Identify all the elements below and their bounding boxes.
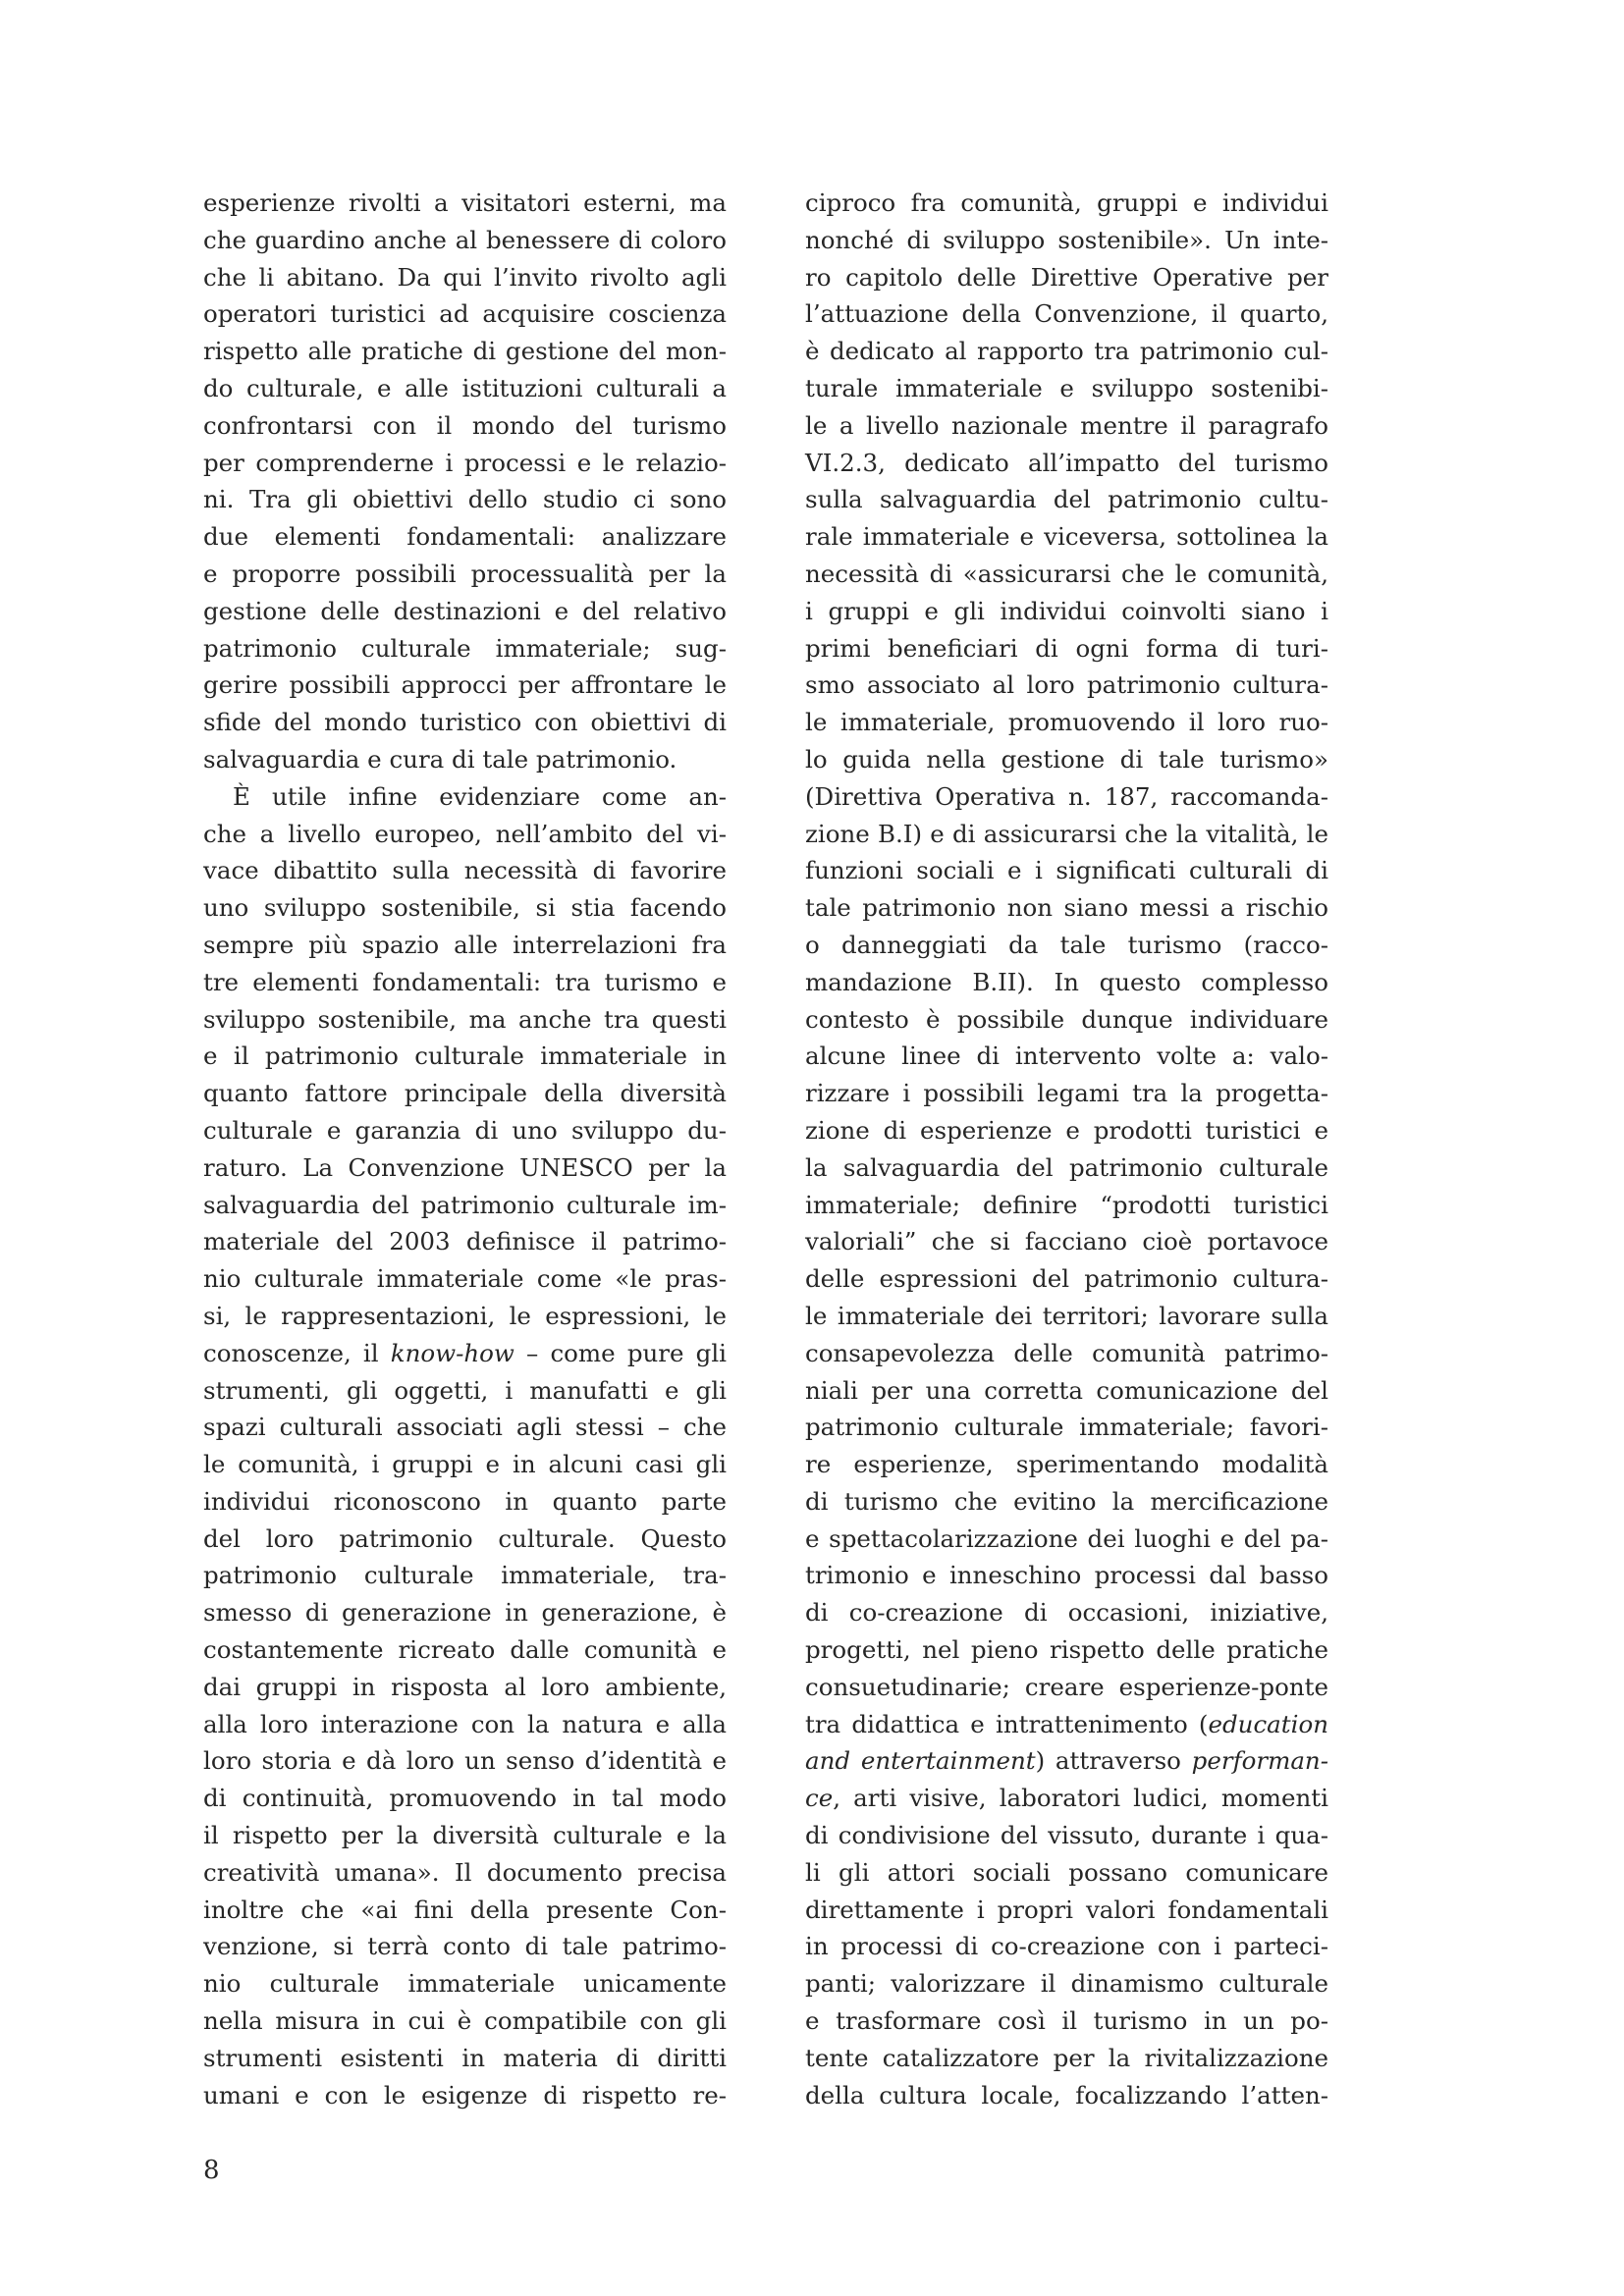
text-line: nonché di sviluppo sostenibile». Un inte- [805, 225, 1328, 254]
text-line: le immateriale dei territori; lavorare sulla [805, 1301, 1328, 1330]
text-line: ciproco fra comunità, gruppi e individui [805, 188, 1328, 217]
text-line: raturo. La Convenzione UNESCO per la [203, 1152, 727, 1182]
text-line: li gli attori sociali possano comunicare [805, 1857, 1328, 1887]
text-line: nio culturale immateriale come «le pras- [203, 1264, 727, 1294]
text-line: esperienze rivolti a visitatori esterni, ma [203, 188, 727, 217]
text-line: rispetto alle pratiche di gestione del mon- [203, 337, 727, 366]
text-line: che li abitano. Da qui l’invito rivolto agli [203, 262, 727, 292]
text-line: di turismo che evitino la mercificazione [805, 1486, 1328, 1516]
text-line: lo guida nella gestione di tale turismo» [805, 744, 1328, 774]
text-line: si, le rappresentazioni, le espressioni, le [203, 1301, 727, 1330]
text-line: salvaguardia del patrimonio culturale im- [203, 1190, 727, 1219]
text-line: per comprenderne i processi e le relazio- [203, 448, 727, 477]
text-line: funzioni sociali e i significati culturali di [805, 856, 1328, 885]
text-line: umani e con le esigenze di rispetto re- [203, 2080, 727, 2109]
text-line: mandazione B.II). In questo complesso [805, 967, 1328, 996]
text-line: gestione delle destinazioni e del relativo [203, 596, 727, 625]
text-line: venzione, si terrà conto di tale patrimo- [203, 1932, 727, 1961]
text-line: i gruppi e gli individui coinvolti siano i [805, 596, 1328, 625]
text-line: della cultura locale, focalizzando l’atten- [805, 2080, 1328, 2109]
text-line: le a livello nazionale mentre il paragrafo [805, 410, 1328, 440]
text-line: e spettacolarizzazione dei luoghi e del pa- [805, 1523, 1328, 1553]
text-line: tente catalizzatore per la rivitalizzazione [805, 2043, 1328, 2072]
text-line: due elementi fondamentali: analizzare [203, 522, 727, 552]
text-line: loro storia e dà loro un senso d’identità e [203, 1746, 727, 1776]
text-line: che guardino anche al benessere di coloro [203, 225, 727, 254]
text-line: trimonio e inneschino processi dal basso [805, 1561, 1328, 1590]
text-line: turale immateriale e sviluppo sostenibi- [805, 373, 1328, 402]
text-line: smesso di generazione in generazione, è [203, 1598, 727, 1628]
text-line: È utile infine evidenziare come an- [233, 781, 727, 811]
text-line: and entertainment) attraverso performan- [805, 1746, 1328, 1776]
text-line: direttamente i propri valori fondamentali [805, 1895, 1328, 1924]
text-line: ni. Tra gli obiettivi dello studio ci sono [203, 485, 727, 514]
text-line: zione B.I) e di assicurarsi che la vitalità, le [805, 819, 1328, 848]
text-line: rizzare i possibili legami tra la progetta- [805, 1079, 1328, 1108]
text-line: alcune linee di intervento volte a: valo- [805, 1041, 1328, 1071]
text-line: ce, arti visive, laboratori ludici, momenti [805, 1784, 1328, 1813]
text-line: do culturale, e alle istituzioni culturali a [203, 373, 727, 402]
text-line: inoltre che «ai fini della presente Con- [203, 1895, 727, 1924]
text-line: e proporre possibili processualità per la [203, 559, 727, 588]
text-line: del loro patrimonio culturale. Questo [203, 1523, 727, 1553]
text-line: creatività umana». Il documento precisa [203, 1857, 727, 1887]
text-line: è dedicato al rapporto tra patrimonio cul- [805, 337, 1328, 366]
text-line: le comunità, i gruppi e in alcuni casi gli [203, 1450, 727, 1479]
text-line: nella misura in cui è compatibile con gli [203, 2006, 727, 2036]
text-line: immateriale; definire “prodotti turistici [805, 1190, 1328, 1219]
text-line: sviluppo sostenibile, ma anche tra questi [203, 1004, 727, 1034]
left-text-column [203, 185, 727, 2113]
text-line: necessità di «assicurarsi che le comunità, [805, 559, 1328, 588]
text-line: dai gruppi in risposta al loro ambiente, [203, 1672, 727, 1701]
text-line: vace dibattito sulla necessità di favorire [203, 856, 727, 885]
text-line: progetti, nel pieno rispetto delle pratiche [805, 1635, 1328, 1665]
text-line: nio culturale immateriale unicamente [203, 1969, 727, 1999]
text-line: delle espressioni del patrimonio cultura- [805, 1264, 1328, 1294]
text-line: sfide del mondo turistico con obiettivi di [203, 708, 727, 737]
page-number: 8 [203, 2156, 220, 2185]
text-line: (Direttiva Operativa n. 187, raccomanda- [805, 781, 1328, 811]
text-line: strumenti esistenti in materia di diritti [203, 2043, 727, 2072]
text-line: uno sviluppo sostenibile, si stia facendo [203, 893, 727, 923]
text-line: ro capitolo delle Direttive Operative per [805, 262, 1328, 292]
text-line: re esperienze, sperimentando modalità [805, 1450, 1328, 1479]
text-line: niali per una corretta comunicazione del [805, 1375, 1328, 1405]
text-line: l’attuazione della Convenzione, il quarto, [805, 299, 1328, 329]
text-line: tra didattica e intrattenimento (education [805, 1709, 1328, 1738]
text-line: rale immateriale e viceversa, sottolinea la [805, 522, 1328, 552]
text-line: patrimonio culturale immateriale; sug- [203, 633, 727, 663]
text-line: contesto è possibile dunque individuare [805, 1004, 1328, 1034]
text-line: gerire possibili approcci per affrontare le [203, 670, 727, 700]
text-line: di condivisione del vissuto, durante i qua- [805, 1821, 1328, 1850]
text-line: operatori turistici ad acquisire coscienza [203, 299, 727, 329]
text-line: consuetudinarie; creare esperienze-ponte [805, 1672, 1328, 1701]
text-line: in processi di co-creazione con i parteci- [805, 1932, 1328, 1961]
text-line: zione di esperienze e prodotti turistici e [805, 1115, 1328, 1145]
text-line: patrimonio culturale immateriale, tra- [203, 1561, 727, 1590]
text-line: tale patrimonio non siano messi a rischio [805, 893, 1328, 923]
text-line: valoriali” che si facciano cioè portavoce [805, 1227, 1328, 1256]
text-line: costantemente ricreato dalle comunità e [203, 1635, 727, 1665]
text-line: culturale e garanzia di uno sviluppo du- [203, 1115, 727, 1145]
text-line: materiale del 2003 definisce il patrimo- [203, 1227, 727, 1256]
text-line: conoscenze, il know-how – come pure gli [203, 1338, 728, 1367]
text-line: individui riconoscono in quanto parte [203, 1486, 727, 1516]
text-line: la salvaguardia del patrimonio culturale [805, 1152, 1328, 1182]
text-line: di continuità, promuovendo in tal modo [203, 1784, 727, 1813]
text-line: patrimonio culturale immateriale; favori- [805, 1413, 1328, 1442]
text-line: salvaguardia e cura di tale patrimonio. [203, 744, 677, 774]
text-line: di co-creazione di occasioni, iniziative, [805, 1598, 1328, 1628]
text-line: panti; valorizzare il dinamismo culturale [805, 1969, 1328, 1999]
text-line: le immateriale, promuovendo il loro ruo- [805, 708, 1328, 737]
text-line: VI.2.3, dedicato all’impatto del turismo [805, 448, 1328, 477]
text-line: strumenti, gli oggetti, i manufatti e gli [203, 1375, 727, 1405]
text-line: quanto fattore principale della diversità [203, 1079, 727, 1108]
text-line: che a livello europeo, nell’ambito del vi- [203, 819, 727, 848]
text-line: spazi culturali associati agli stessi – che [203, 1413, 727, 1442]
text-line: consapevolezza delle comunità patrimo- [805, 1338, 1328, 1367]
text-line: e il patrimonio culturale immateriale in [203, 1041, 727, 1071]
text-line: sulla salvaguardia del patrimonio cultu- [805, 485, 1328, 514]
text-line: sempre più spazio alle interrelazioni fra [203, 930, 727, 959]
text-line: alla loro interazione con la natura e alla [203, 1709, 727, 1738]
text-line: o danneggiati da tale turismo (racco- [805, 930, 1328, 959]
text-line: confrontarsi con il mondo del turismo [203, 410, 727, 440]
text-line: il rispetto per la diversità culturale e la [203, 1821, 727, 1850]
text-line: tre elementi fondamentali: tra turismo e [203, 967, 727, 996]
text-line: e trasformare così il turismo in un po- [805, 2006, 1328, 2036]
text-line: primi beneficiari di ogni forma di turi- [805, 633, 1328, 663]
text-line: smo associato al loro patrimonio cultura- [805, 670, 1328, 700]
right-text-column [805, 185, 1328, 2113]
